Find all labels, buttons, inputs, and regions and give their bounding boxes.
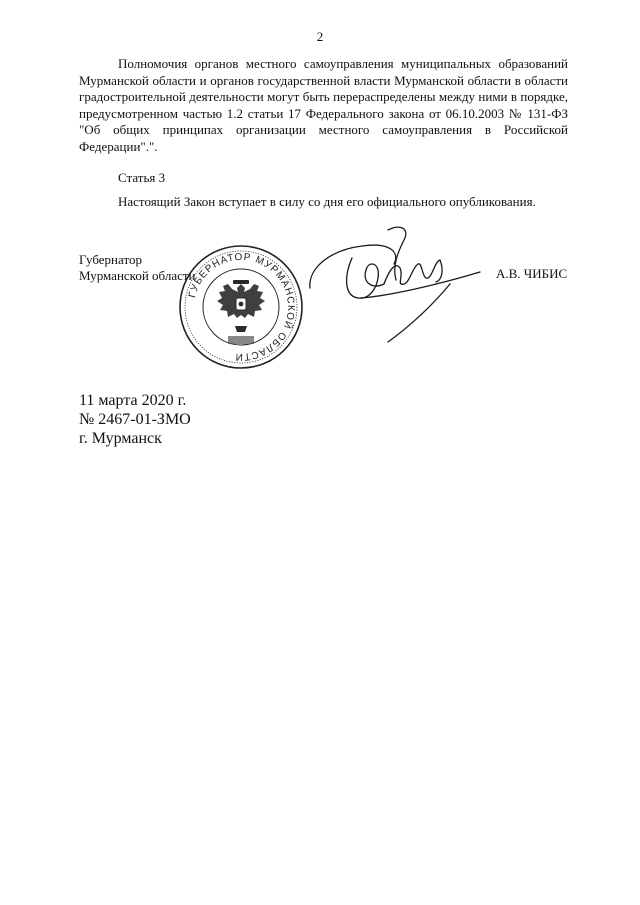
official-seal [178, 244, 304, 370]
page-number: 2 [316, 29, 324, 44]
document-number: № 2467-01-ЗМО [79, 411, 191, 428]
seal-text: ГУБЕРНАТОР МУРМАНСКОЙ ОБЛАСТИ [186, 251, 297, 363]
article-heading: Статья 3 [118, 170, 166, 185]
paragraph-powers: Полномочия органов местного самоуправления муниципальных образований Мурманской области и органов государственной власти Мурманской области в области градостроительной деятельности могут быть перераспределены между ними в порядке, предусмотренном частью 1.2 статьи 17 Федерального закона от 06.10.2003 № 131-ФЗ "Об общих принципах организации местного самоуправления в Российской Федерации".". [79, 56, 568, 154]
document-date: 11 марта 2020 г. [79, 392, 187, 409]
governor-title: Губернатор [79, 252, 142, 267]
governor-signature [300, 218, 500, 358]
coat-of-arms-icon [217, 280, 265, 332]
paragraph-entry-into-force: Настоящий Закон вступает в силу со дня его официального опубликования. [118, 194, 536, 209]
document-place: г. Мурманск [79, 430, 162, 447]
governor-region: Мурманской области [79, 268, 196, 283]
governor-name: А.В. ЧИБИС [496, 266, 568, 281]
document-info [79, 391, 191, 448]
